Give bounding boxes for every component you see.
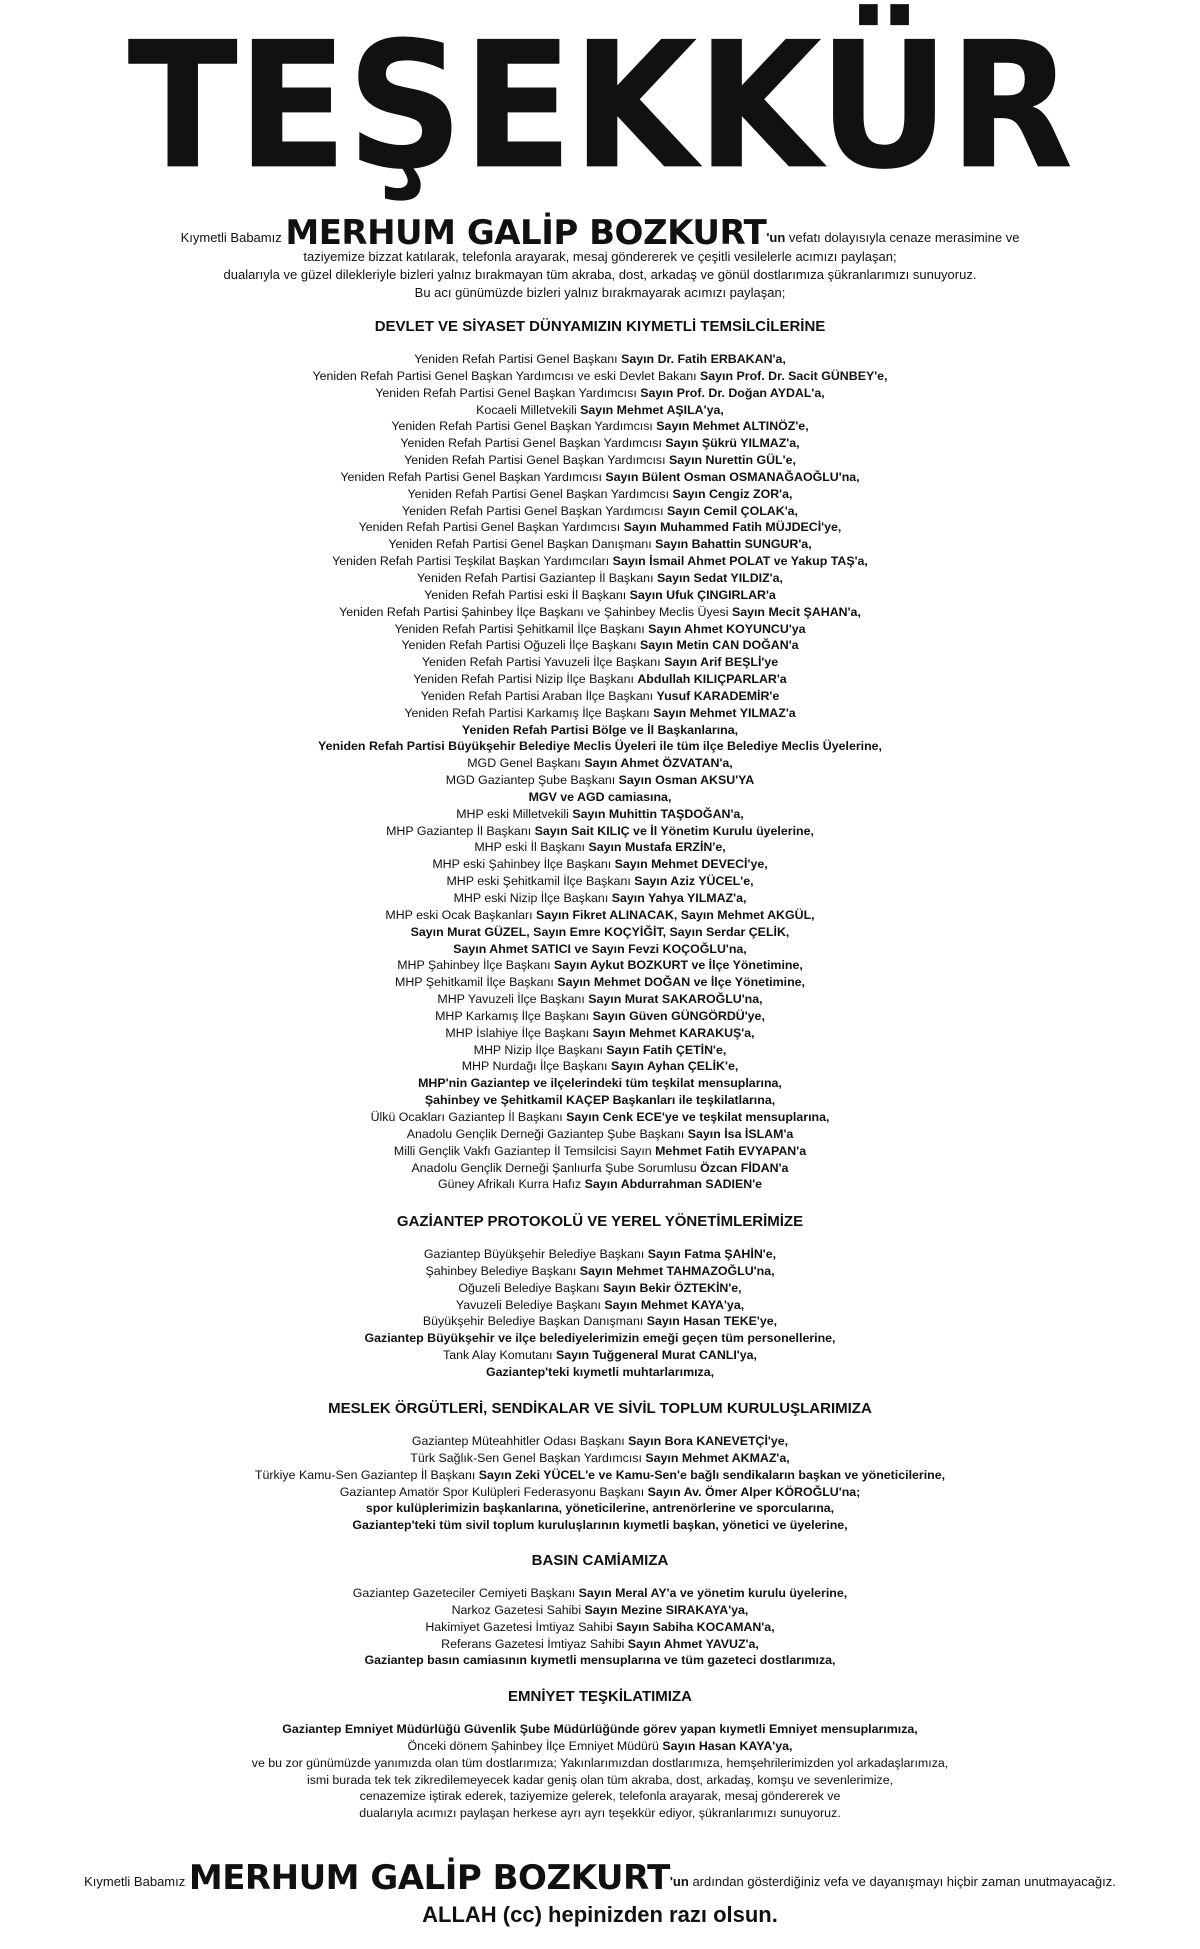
section-lines [0, 1246, 1200, 1381]
thanks-line [0, 1517, 1200, 1534]
thanks-line-text: MHP eski Ocak Başkanları [385, 907, 536, 922]
thanks-line [0, 991, 1200, 1008]
thanks-line-text: Yeniden Refah Partisi eski İl Başkanı [424, 587, 630, 602]
thanks-line [0, 654, 1200, 671]
thanks-line [0, 1619, 1200, 1636]
thanks-line [0, 604, 1200, 621]
thanks-line [0, 1313, 1200, 1330]
thanks-line-text: MHP Şehitkamil İlçe Başkanı [395, 975, 558, 990]
thanks-line-name: Sayın Şükrü YILMAZ'a, [665, 436, 800, 451]
thanks-line-text: MHP Yavuzeli İlçe Başkanı [437, 992, 589, 1007]
final-suffix: 'un [669, 1874, 689, 1889]
thanks-line-text: Türk Sağlık-Sen Genel Başkan Yardımcısı [410, 1450, 646, 1465]
section-heading: GAZİANTEP PROTOKOLÜ VE YEREL YÖNETİMLERİMİZE [396, 1213, 804, 1230]
thanks-line-text: MGD Genel Başkanı [467, 756, 585, 771]
thanks-line-name: Sayın Tuğgeneral Murat CANLI'ya, [555, 1348, 757, 1363]
deceased-name-final: MERHUM GALİP BOZKURT [188, 1858, 670, 1898]
thanks-line-name: Sayın Prof. Dr. Sacit GÜNBEY'e, [700, 368, 888, 383]
thanks-line-name: Yeniden Refah Partisi Bölge ve İl Başkanlarına, [461, 722, 739, 737]
thanks-line-name: Sayın Güven GÜNGÖRDÜ'ye, [592, 1008, 765, 1023]
thanks-line [0, 1109, 1200, 1126]
closing-prayer: ALLAH (cc) hepinizden razı olsun. [422, 1902, 778, 1927]
thanks-line-text: Yeniden Refah Partisi Yavuzeli İlçe Başkanı [421, 655, 665, 670]
thanks-line [0, 705, 1200, 722]
thanks-line-name: Sayın İsa İSLAM'a [687, 1126, 794, 1141]
thanks-line-text: MHP İslahiye İlçe Başkanı [445, 1025, 593, 1040]
thanks-line [0, 621, 1200, 638]
thanks-line [0, 1143, 1200, 1160]
thanks-line [0, 789, 1200, 806]
thanks-line-name: Sayın Bahattin SUNGUR'a, [655, 537, 812, 552]
thanks-line-name: Sayın Osman AKSU'YA [618, 773, 755, 788]
thanks-line-name: Özcan FİDAN'a [700, 1160, 789, 1175]
thanks-line [0, 1330, 1200, 1347]
thanks-line [0, 974, 1200, 991]
thanks-line-name: Yeniden Refah Partisi Büyükşehir Belediye Meclis Üyeleri ile tüm ilçe Belediye Meclis Üyelerine, [317, 739, 882, 754]
thanks-line-name: Gaziantep Büyükşehir ve ilçe belediyelerimizin emeği geçen tüm personellerine, [364, 1331, 836, 1346]
thanks-line [0, 1755, 1200, 1772]
section-press [0, 1552, 1200, 1669]
thanks-line-name: MGV ve AGD camiasına, [528, 789, 672, 804]
thanks-line [0, 1008, 1200, 1025]
thanks-line [0, 503, 1200, 520]
thanks-line-name: Gaziantep basın camiasının kıymetli mensuplarına ve tüm gazeteci dostlarımıza, [364, 1653, 836, 1668]
intro-first-rest: vefatı dolayısıyla cenaze merasimine ve [788, 230, 1020, 245]
section-lines [0, 1585, 1200, 1669]
thanks-line-text: Yeniden Refah Partisi Araban İlçe Başkanı [420, 688, 657, 703]
thanks-line-text: MHP eski Şahinbey İlçe Başkanı [432, 857, 615, 872]
thanks-line-text: MHP Şahinbey İlçe Başkanı [397, 958, 554, 973]
thanks-line-text: Yeniden Refah Partisi Genel Başkan Yardımcısı [340, 469, 606, 484]
thanks-line-text: Yeniden Refah Partisi Genel Başkan Yardımcısı [375, 385, 641, 400]
thanks-line-text: Oğuzeli Belediye Başkanı [458, 1280, 604, 1295]
thanks-line-text: Yeniden Refah Partisi Karkamış İlçe Başkanı [404, 705, 654, 720]
thanks-line [0, 823, 1200, 840]
section-heading: MESLEK ÖRGÜTLERİ, SENDİKALAR VE SİVİL TOPLUM KURULUŞLARIMIZA [328, 1400, 872, 1417]
thanks-line-text: Yeniden Refah Partisi Genel Başkan Yardımcısı ve eski Devlet Bakanı [312, 368, 701, 383]
final-line [0, 1858, 1200, 1898]
thanks-line-name: Sayın Prof. Dr. Doğan AYDAL'a, [640, 385, 825, 400]
thanks-line-name: Şahinbey ve Şehitkamil KAÇEP Başkanları ile teşkilatlarına, [424, 1093, 776, 1108]
thanks-line [0, 1467, 1200, 1484]
thanks-line [0, 1652, 1200, 1669]
thanks-line-name: Sayın Mehmet DEVECİ'ye, [614, 857, 768, 872]
thanks-line-text: dualarıyla acımızı paylaşan herkese ayrı ayrı teşekkür ediyor, şükranlarımızı sunuyoruz. [359, 1806, 841, 1821]
thanks-line-text: Gaziantep Amatör Spor Kulüpleri Federasyonu Başkanı [339, 1484, 648, 1499]
thanks-line-text: Yeniden Refah Partisi Genel Başkan Yardımcısı [400, 436, 666, 451]
thanks-line [0, 873, 1200, 890]
thanks-line-name: Sayın Ahmet KOYUNCU'ya [648, 621, 806, 636]
thanks-line-name: Sayın Ayhan ÇELİK'e, [610, 1059, 739, 1074]
thanks-line [0, 907, 1200, 924]
thanks-line-text: MHP Karkamış İlçe Başkanı [435, 1008, 593, 1023]
thanks-line-text: Yeniden Refah Partisi Genel Başkan Yardımcısı [404, 453, 670, 468]
thanks-line-name: Sayın Murat SAKAROĞLU'na, [588, 992, 763, 1007]
thanks-line-text: Hakimiyet Gazetesi İmtiyaz Sahibi [425, 1619, 617, 1634]
thanks-line-name: Sayın Mehmet YILMAZ'a [653, 705, 796, 720]
thanks-line-name: Sayın Av. Ömer Alper KÖROĞLU'na; [647, 1484, 861, 1499]
thanks-line-name: Sayın Fatma ŞAHİN'e, [647, 1247, 777, 1261]
thanks-line-text: cenazemize iştirak ederek, taziyemize gelerek, telefonla arayarak, mesaj göndererek ve [359, 1789, 841, 1804]
thanks-line-text: MHP eski Şehitkamil İlçe Başkanı [446, 874, 635, 889]
thanks-line-text: Gaziantep Gazeteciler Cemiyeti Başkanı [352, 1586, 579, 1600]
thanks-line-text: Yeniden Refah Partisi Şahinbey İlçe Başkanı ve Şahinbey Meclis Üyesi [339, 604, 732, 619]
thanks-line [0, 1772, 1200, 1789]
thanks-line-name: Sayın Ufuk ÇINGIRLAR'a [629, 587, 776, 602]
thanks-line-name: Abdullah KILIÇPARLAR'a [637, 672, 787, 687]
deceased-name: MERHUM GALİP BOZKURT [285, 213, 767, 253]
intro-line: dualarıyla ve güzel dilekleriyle bizleri yalnız bırakmayan tüm akraba, dost, arkadaş ve gönül dostlarımıza şükranlarımızı sunuyoruz. [223, 267, 977, 282]
thanks-line-text: Ülkü Ocakları Gaziantep İl Başkanı [370, 1109, 567, 1124]
intro-first-line [0, 213, 1200, 253]
thanks-line [0, 1721, 1200, 1738]
thanks-line [0, 1176, 1200, 1193]
intro-paragraph [0, 213, 1200, 302]
thanks-line-name: spor kulüplerimizin başkanlarına, yöneticilerine, antrenörlerine ve sporcularına, [365, 1501, 835, 1516]
thanks-line-name: Sayın Cemil ÇOLAK'a, [666, 503, 798, 518]
thanks-line-name: Sayın Mehmet ALTINÖZ'e, [656, 419, 809, 434]
thanks-line [0, 1484, 1200, 1501]
thanks-line-name: Gaziantep Emniyet Müdürlüğü Güvenlik Şube Müdürlüğünde görev yapan kıymetli Emniyet mensuplarımıza, [282, 1722, 918, 1736]
thanks-line-text: Yeniden Refah Partisi Oğuzeli İlçe Başkanı [401, 638, 640, 653]
thanks-line [0, 1280, 1200, 1297]
thanks-line-text: Anadolu Gençlik Derneği Şanlıurfa Şube Sorumlusu [411, 1160, 701, 1175]
thanks-line [0, 890, 1200, 907]
thanks-line-text: Yeniden Refah Partisi Genel Başkan Yardımcısı [358, 520, 624, 535]
thanks-line-name: Sayın Mehmet AŞILA'ya, [580, 402, 724, 417]
thanks-line-name: Sayın Cengiz ZOR'a, [672, 486, 793, 501]
thanks-line-name: Sayın Metin CAN DOĞAN'a [640, 638, 799, 653]
thanks-line-text: MGD Gaziantep Şube Başkanı [445, 773, 619, 788]
thanks-line [0, 957, 1200, 974]
thanks-line-name: Sayın Sabiha KOCAMAN'a, [616, 1619, 775, 1634]
thanks-line [0, 637, 1200, 654]
thanks-line [0, 1738, 1200, 1755]
closing-block [0, 1858, 1200, 1928]
thanks-line [0, 1636, 1200, 1653]
thanks-line-name: Sayın Meral AY'a ve yönetim kurulu üyelerine, [578, 1586, 848, 1600]
thanks-line-name: Sayın Dr. Fatih ERBAKAN'a, [621, 352, 786, 366]
thanks-line [0, 671, 1200, 688]
thanks-line [0, 1092, 1200, 1109]
thanks-line [0, 856, 1200, 873]
section-lines [0, 1433, 1200, 1534]
thanks-line [0, 1602, 1200, 1619]
thanks-line-text: Gaziantep Büyükşehir Belediye Başkanı [423, 1247, 648, 1261]
thanks-line-name: Sayın Zeki YÜCEL'e ve Kamu-Sen'e bağlı sendikaların başkan ve yöneticilerine, [478, 1467, 946, 1482]
thanks-line-name: Gaziantep'teki kıymetli muhtarlarımıza, [485, 1364, 715, 1379]
thanks-line-name: Sayın Nurettin GÜL'e, [669, 453, 796, 468]
thanks-line-text: Tank Alay Komutanı [443, 1348, 556, 1363]
thanks-line-text: Gaziantep Müteahhitler Odası Başkanı [411, 1434, 629, 1448]
thanks-line [0, 1364, 1200, 1381]
thanks-line-text: Yeniden Refah Partisi Genel Başkan Yardımcısı [407, 486, 673, 501]
thanks-line-name: Sayın Fatih ÇETİN'e, [606, 1042, 727, 1057]
thanks-line [0, 839, 1200, 856]
thanks-line-name: Sayın Mehmet TAHMAZOĞLU'na, [579, 1263, 775, 1278]
thanks-line [0, 1347, 1200, 1364]
thanks-line [0, 553, 1200, 570]
thanks-line-name: Sayın Ahmet YAVUZ'a, [627, 1636, 759, 1651]
thanks-line [0, 1297, 1200, 1314]
thanks-line-text: MHP Nurdağı İlçe Başkanı [461, 1059, 611, 1074]
thanks-line-text: Yeniden Refah Partisi Nizip İlçe Başkanı [413, 672, 638, 687]
thanks-line [0, 519, 1200, 536]
thanks-line-text: Şahinbey Belediye Başkanı [425, 1263, 580, 1278]
intro-prefix: Kıymetli Babamız [180, 230, 282, 245]
thanks-line [0, 418, 1200, 435]
thanks-line [0, 1246, 1200, 1263]
thanks-line-name: Sayın Aykut BOZKURT ve İlçe Yönetimine, [554, 958, 803, 973]
thanks-line [0, 1585, 1200, 1602]
thanks-line-text: Büyükşehir Belediye Başkan Danışmanı [422, 1314, 647, 1329]
thanks-line [0, 1126, 1200, 1143]
thanks-line [0, 1160, 1200, 1177]
thanks-line [0, 351, 1200, 368]
thanks-line-text: Anadolu Gençlik Derneği Gaziantep Şube Başkanı [406, 1126, 688, 1141]
section-lines [0, 351, 1200, 1193]
thanks-line-name: Sayın Hasan TEKE'ye, [646, 1314, 778, 1329]
thanks-line-text: Kocaeli Milletvekili [476, 402, 581, 417]
thanks-line-text: MHP Nizip İlçe Başkanı [473, 1042, 607, 1057]
thanks-line-name: Sayın Sait KILIÇ ve İl Yönetim Kurulu üyelerine, [534, 823, 814, 838]
thanks-line-text: Yeniden Refah Partisi Şehitkamil İlçe Başkanı [394, 621, 649, 636]
thanks-line-name: MHP'nin Gaziantep ve ilçelerindeki tüm teşkilat mensuplarına, [418, 1076, 782, 1091]
thanks-line [0, 435, 1200, 452]
thanks-line-text: MHP eski Milletvekili [456, 806, 573, 821]
thanks-line-name: Sayın Abdurrahman SADIEN'e [584, 1177, 763, 1192]
thanks-line-text: Referans Gazetesi İmtiyaz Sahibi [441, 1636, 628, 1651]
thanks-line [0, 1025, 1200, 1042]
section-protocol [0, 1213, 1200, 1381]
thanks-line [0, 941, 1200, 958]
thanks-line-text: Güney Afrikalı Kurra Hafız [437, 1177, 585, 1192]
thanks-line [0, 385, 1200, 402]
section-police [0, 1688, 1200, 1822]
thanks-line-name: Sayın Cenk ECE'ye ve teşkilat mensuplarına, [566, 1109, 830, 1124]
thanks-line-name: Sayın Aziz YÜCEL'e, [634, 874, 754, 889]
thanks-line-name: Sayın Mezine SIRAKAYA'ya, [584, 1602, 749, 1617]
intro-suffix: 'un [766, 230, 786, 245]
thanks-line-name: Sayın Mehmet DOĞAN ve İlçe Yönetimine, [557, 975, 805, 990]
thanks-line [0, 570, 1200, 587]
thanks-line-name: Sayın Mehmet KAYA'ya, [604, 1297, 745, 1312]
thanks-line [0, 1263, 1200, 1280]
thanks-line-text: Yeniden Refah Partisi Genel Başkan Yardımcısı [402, 503, 667, 518]
section-politics [0, 318, 1200, 1193]
thanks-line [0, 688, 1200, 705]
thanks-line [0, 738, 1200, 755]
thanks-line-name: Sayın Yahya YILMAZ'a, [611, 891, 747, 905]
thanks-line-text: Yeniden Refah Partisi Genel Başkan Yardımcısı [391, 419, 657, 434]
thanks-line-name: Gaziantep'teki tüm sivil toplum kuruluşlarının kıymetli başkan, yönetici ve üyelerine, [352, 1518, 848, 1533]
page-title: TEŞEKKÜR [127, 5, 1073, 209]
thanks-line [0, 755, 1200, 772]
thanks-line [0, 1042, 1200, 1059]
thanks-line [0, 1788, 1200, 1805]
thanks-line-name: Sayın Hasan KAYA'ya, [662, 1738, 793, 1753]
thanks-line-name: Sayın Muhittin TAŞDOĞAN'a, [572, 806, 744, 821]
thanks-line [0, 587, 1200, 604]
thanks-line-text: ve bu zor günümüzde yanımızda olan tüm dostlarımıza; Yakınlarımızdan dostlarımıza, hemşehrilerimizden yol arkadaşlarımıza, [251, 1755, 949, 1770]
thanks-line-name: Sayın Mustafa ERZİN'e, [588, 840, 726, 855]
thanks-line-text: Türkiye Kamu-Sen Gaziantep İl Başkanı [254, 1467, 479, 1482]
thanks-line-text: Yeniden Refah Partisi Gaziantep İl Başkanı [417, 570, 657, 585]
thanks-line-name: Sayın Muhammed Fatih MÜJDECİ'ye, [623, 520, 842, 535]
thanks-line-name: Sayın Mecit ŞAHAN'a, [731, 604, 861, 619]
section-heading: EMNİYET TEŞKİLATIMIZA [508, 1688, 692, 1705]
thanks-line [0, 1500, 1200, 1517]
thanks-line-text: Yeniden Refah Partisi Teşkilat Başkan Yardımcıları [332, 554, 613, 569]
thanks-line [0, 1075, 1200, 1092]
thanks-line [0, 469, 1200, 486]
thanks-line [0, 1805, 1200, 1822]
intro-line: Bu acı günümüzde bizleri yalnız bırakmayarak acımızı paylaşan; [414, 285, 786, 300]
thanks-line-name: Sayın Mehmet KARAKUŞ'a, [592, 1025, 755, 1040]
intro-line: taziyemize bizzat katılarak, telefonla arayarak, mesaj göndererek ve çeşitli vesilelerle acımızı paylaşan; [303, 249, 897, 264]
section-ngos [0, 1400, 1200, 1534]
thanks-line [0, 1450, 1200, 1467]
thanks-line-name: Mehmet Fatih EVYAPAN'a [655, 1143, 807, 1158]
thanks-line-name: Sayın Murat GÜZEL, Sayın Emre KOÇYİĞİT, Sayın Serdar ÇELİK, [410, 924, 790, 939]
thanks-line-name: Sayın Mehmet AKMAZ'a, [645, 1450, 790, 1465]
thanks-line-name: Sayın Fikret ALINACAK, Sayın Mehmet AKGÜL, [535, 907, 815, 922]
thanks-line [0, 402, 1200, 419]
thanks-line-name: Sayın Sedat YILDIZ'a, [656, 570, 783, 585]
thanks-line-text: Milli Gençlik Vakfı Gaziantep İl Temsilcisi Sayın [393, 1143, 656, 1158]
thanks-line-text: Önceki dönem Şahinbey İlçe Emniyet Müdürü [407, 1738, 663, 1753]
thanks-line-name: Sayın Ahmet ÖZVATAN'a, [584, 756, 733, 771]
final-prefix: Kıymetli Babamız [84, 1874, 186, 1889]
thanks-line-text: MHP eski Nizip İlçe Başkanı [453, 891, 612, 905]
thanks-line [0, 1058, 1200, 1075]
thanks-line [0, 486, 1200, 503]
section-heading: DEVLET VE SİYASET DÜNYAMIZIN KIYMETLİ TEMSİLCİLERİNE [374, 318, 826, 335]
thanks-line [0, 722, 1200, 739]
thanks-line-text: MHP Gaziantep İl Başkanı [386, 823, 535, 838]
thanks-line [0, 772, 1200, 789]
thanks-line-text: MHP eski İl Başkanı [474, 840, 589, 855]
section-heading: BASIN CAMİAMIZA [531, 1552, 669, 1569]
thanks-line-text: Yeniden Refah Partisi Genel Başkan Danışmanı [388, 537, 656, 552]
thanks-line [0, 536, 1200, 553]
thanks-line [0, 368, 1200, 385]
thanks-line [0, 806, 1200, 823]
thanks-line [0, 924, 1200, 941]
thanks-line-name: Sayın Arif BEŞLİ'ye [664, 655, 779, 670]
final-rest: ardından gösterdiğiniz vefa ve dayanışmayı hiçbir zaman unutmayacağız. [692, 1874, 1116, 1889]
thanks-line-name: Sayın Bekir ÖZTEKİN'e, [603, 1280, 742, 1295]
thanks-line-text: Yeniden Refah Partisi Genel Başkanı [414, 352, 622, 366]
thanks-line-name: Yusuf KARADEMİR'e [656, 688, 780, 703]
thanks-line-name: Sayın Bora KANEVETÇİ'ye, [628, 1434, 789, 1448]
thanks-line [0, 1433, 1200, 1450]
thanks-line-name: Sayın Ahmet SATICI ve Sayın Fevzi KOÇOĞLU'na, [453, 941, 747, 956]
thanks-line-text: ismi burada tek tek zikredilemeyecek kadar geniş olan tüm akraba, dost, arkadaş, komşu ve sevenlerimize, [306, 1772, 894, 1787]
thanks-line [0, 452, 1200, 469]
thanks-line-text: Narkoz Gazetesi Sahibi [451, 1602, 585, 1617]
thanks-line-name: Sayın İsmail Ahmet POLAT ve Yakup TAŞ'a, [612, 554, 868, 569]
thanks-line-name: Sayın Bülent Osman OSMANAĞAOĞLU'na, [605, 469, 860, 484]
section-lines [0, 1721, 1200, 1822]
thanks-line-text: Yavuzeli Belediye Başkanı [455, 1297, 605, 1312]
